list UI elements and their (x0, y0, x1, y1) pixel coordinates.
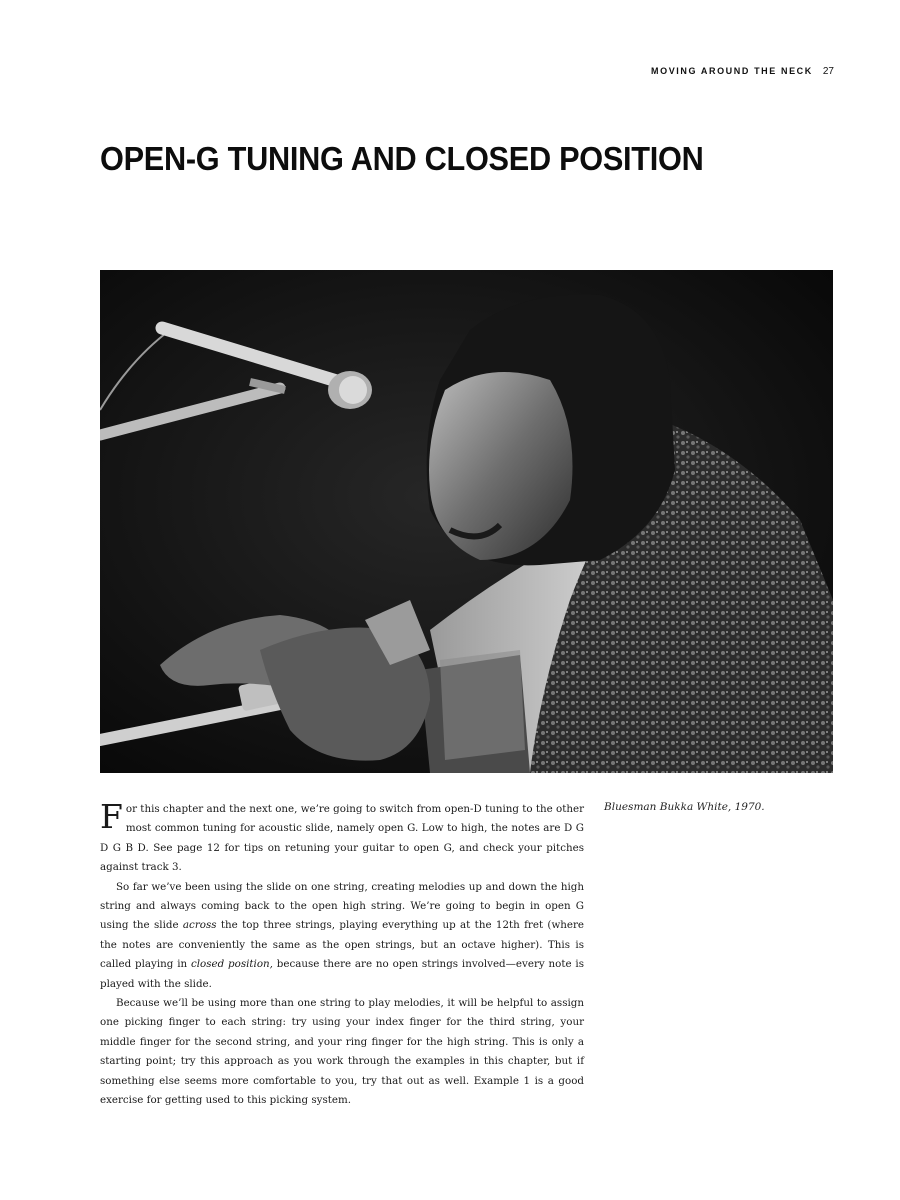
paragraph-2-b: the top three strings, playing everything up at the 12th fret (where the notes are conveniently the same as the open strings, but an octave higher). This is called playing in (100, 919, 585, 971)
page-number: 27 (822, 66, 834, 77)
paragraph-2-emphasis-across: across (182, 919, 217, 932)
paragraph-1 (100, 797, 584, 878)
photo-illustration (100, 270, 833, 773)
paragraph-2-emphasis-closed-position: closed position, (190, 958, 273, 971)
drop-cap: F (100, 797, 123, 836)
paragraph-1-text: or this chapter and the next one, we’re going to switch from open-D tuning to the other most common tuning for acoustic slide, namely open G. Low to high, the notes are D G D G B D. See page 12 for tips on retuning your guitar to open G, and check your pitches against track 3. (100, 803, 584, 874)
running-head-section: MOVING AROUND THE NECK (651, 66, 813, 76)
running-head (651, 66, 834, 77)
paragraph-2-a: So far we’ve been using the slide on one string, creating melodies up and down the high string and always coming back to the open high string. We’re going to begin in open G using the slide (100, 880, 584, 932)
paragraph-3: Because we’ll be using more than one string to play melodies, it will be helpful to assign one picking finger to each string: try using your index finger for the third string, your middle finger for the second string, and your ring finger for the high string. This is only a starting point; try this approach as you work through the examples in this chapter, but if something else seems more comfortable to you, try that out as well. Example 1 is a good exercise for getting used to this picking system. (100, 997, 584, 1107)
paragraph-2-c: because there are no open strings involved—every note is played with the slide. (100, 958, 584, 990)
body-text (100, 797, 585, 1111)
paragraph-2 (100, 878, 584, 994)
performer-photo (100, 270, 833, 773)
photo-caption: Bluesman Bukka White, 1970. (604, 801, 765, 813)
page-title: OPEN-G TUNING AND CLOSED POSITION (100, 140, 704, 177)
